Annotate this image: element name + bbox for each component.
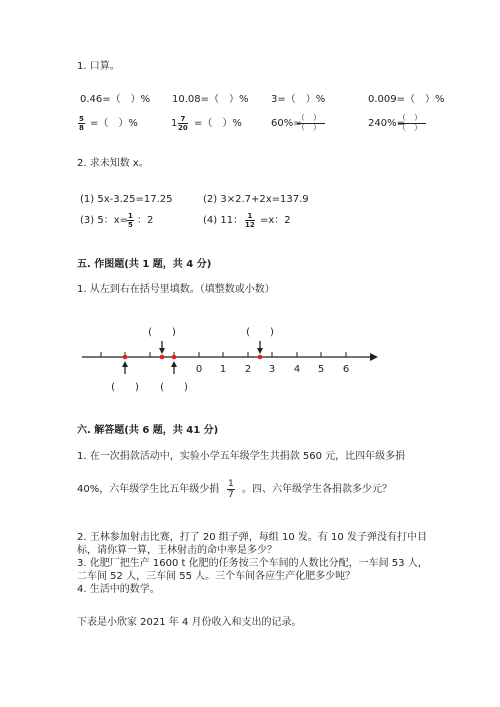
oral-item-3: 3=（ ）% <box>271 94 326 105</box>
tick-label-5: 5 <box>317 364 325 375</box>
tick-label-6: 6 <box>342 364 350 375</box>
fraction-1-5: $\frac{1}{5}$ <box>128 212 133 229</box>
bracket-bottom-2: ( ) <box>160 382 188 393</box>
oral-item-4: 0.009=（ ）% <box>368 94 445 105</box>
fraction-blank-1: （ ） （ ） <box>297 114 325 132</box>
question-1-line-2-post: 。四、六年级学生各捐款多少元？ <box>242 484 392 495</box>
tick-label-0: 0 <box>195 364 203 375</box>
bracket-top-2: ( ) <box>246 327 274 338</box>
equation-1: (1) 5x-3.25=17.25 <box>80 194 173 205</box>
fraction-5-8: $\frac{5}{8}$ <box>79 115 84 132</box>
mixed-whole: 1 <box>171 118 178 129</box>
oral-item-1: 0.46=（ ）% <box>80 94 151 105</box>
question-3-line-1: 3. 化肥厂把生产 1600 t 化肥的任务按三个车间的人数比分配，一车间 53 人， <box>77 558 428 569</box>
equation-4-pre: (4) 11： <box>203 215 244 226</box>
section-five-heading: 五. 作图题(共 1 题，共 4 分) <box>77 259 212 270</box>
tick-label-1: 1 <box>219 364 227 375</box>
equation-2: (2) 3×2.7+2x=137.9 <box>203 194 309 205</box>
equation-4-post: =x：2 <box>260 215 291 226</box>
section-five-question: 1. 从左到右在括号里填数。（填整数或小数） <box>77 284 275 295</box>
oral-item-7-pre: 60%= <box>271 118 302 129</box>
fraction-1-7: $\frac{1}{7}$ <box>228 479 234 500</box>
oral-item-6-rest: =（ ）% <box>194 118 242 129</box>
equation-title: 2. 求未知数 x。 <box>77 158 149 169</box>
question-1-line-1: 1. 在一次捐款活动中，实验小学五年级学生共捐款 560 元，比四年级多捐 <box>77 451 406 462</box>
question-3-line-2: 二车间 52 人，三车间 55 人。三个车间各应生产化肥多少吨？ <box>77 571 356 582</box>
table-intro: 下表是小欣家 2021 年 4 月份收入和支出的记录。 <box>77 617 302 628</box>
section-six-heading: 六. 解答题(共 6 题，共 41 分) <box>77 425 219 436</box>
bracket-top-1: ( ) <box>148 327 176 338</box>
oral-calc-title: 1. 口算。 <box>77 61 120 72</box>
tick-label-3: 3 <box>268 364 276 375</box>
oral-item-5-rest: =（ ）% <box>90 118 138 129</box>
fraction-7-20: $\frac{7}{20}$ <box>178 115 188 132</box>
bracket-bottom-1: ( ) <box>111 382 139 393</box>
fraction-blank-2: （ ） （ ） <box>398 114 426 132</box>
fraction-1-12: $\frac{1}{12}$ <box>245 212 255 229</box>
tick-label-2: 2 <box>244 364 252 375</box>
question-2-line-2: 标，请你算一算，王林射击的命中率是多少？ <box>77 545 277 556</box>
tick-label-4: 4 <box>293 364 301 375</box>
question-4: 4. 生活中的数学。 <box>77 584 160 595</box>
oral-item-2: 10.08=（ ）% <box>172 94 249 105</box>
question-1-line-2-pre: 40%，六年级学生比五年级少捐 <box>77 484 220 495</box>
equation-3-post: ：2 <box>137 215 154 226</box>
oral-item-8-pre: 240%= <box>368 118 405 129</box>
equation-3-pre: (3) 5：x= <box>80 215 129 226</box>
question-2-line-1: 2. 王林参加射击比赛，打了 20 组子弹，每组 10 发。有 10 发子弹没有打中目 <box>77 532 427 543</box>
